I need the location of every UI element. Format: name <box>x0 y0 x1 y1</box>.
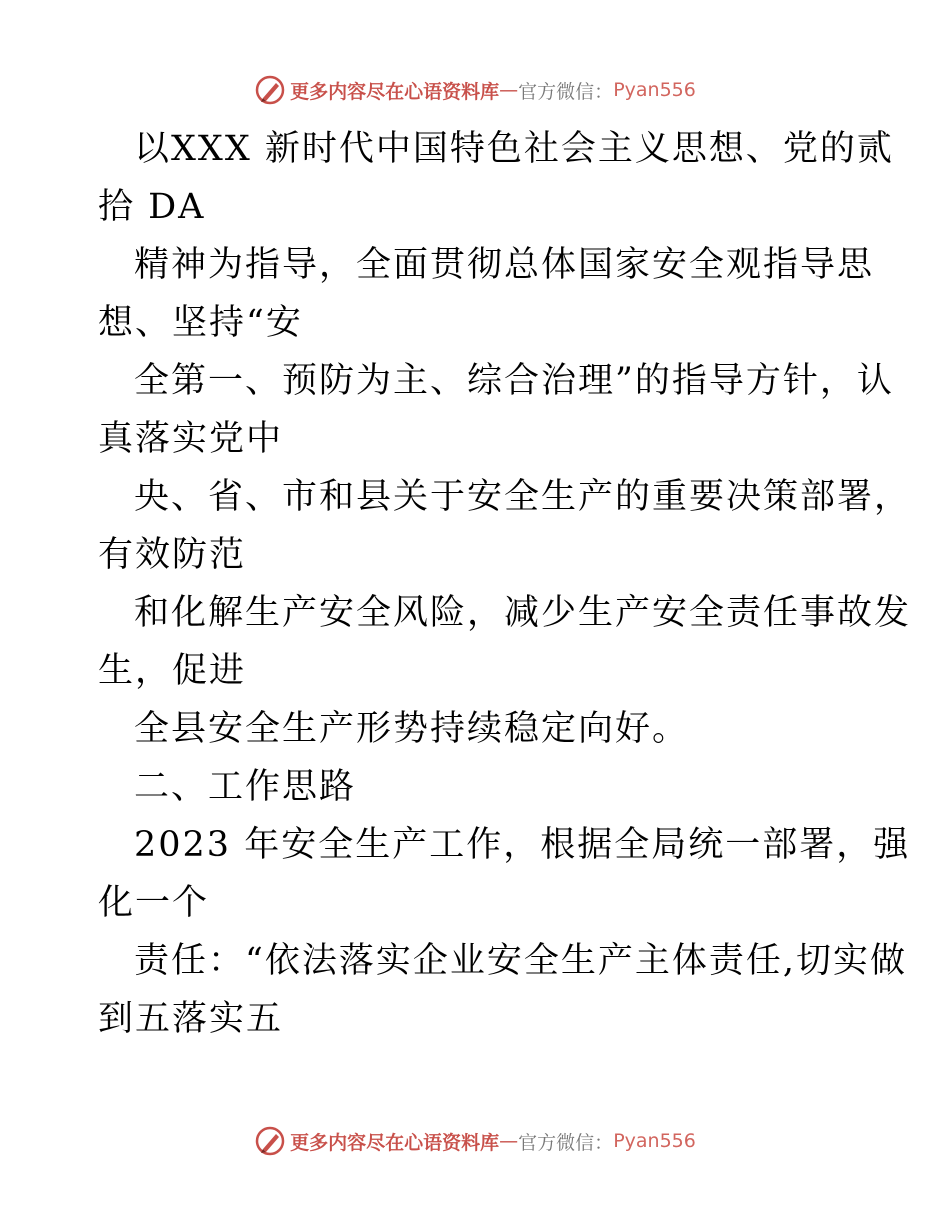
watermark-dash: — <box>499 79 519 101</box>
text-line: 生，促进 <box>98 651 247 691</box>
text-line: 想、坚持“安 <box>98 303 303 343</box>
watermark-title: 更多内容尽在心语资料库 <box>290 1131 500 1154</box>
pen-logo-icon <box>254 1125 286 1157</box>
text-line: 拾 DA <box>98 187 206 227</box>
pen-logo-icon <box>254 74 286 106</box>
text-line: 央、省、市和县关于安全生产的重要决策部署， <box>134 477 912 517</box>
text-line: 和化解生产安全风险，减少生产安全责任事故发 <box>134 593 912 633</box>
text-line: 化一个 <box>98 883 210 923</box>
text-line: 以XXX 新时代中国特色社会主义思想、党的贰 <box>134 129 894 169</box>
watermark-title: 更多内容尽在心语资料库 <box>290 80 500 103</box>
watermark-account: Pyan556 <box>613 1130 696 1152</box>
text-line: 2023 年安全生产工作，根据全局统一部署，强 <box>134 825 911 865</box>
text-line: 全县安全生产形势持续稳定向好。 <box>134 709 690 749</box>
footer-watermark <box>0 1121 950 1161</box>
text-line: 精神为指导，全面贯彻总体国家安全观指导思 <box>134 245 875 285</box>
watermark-official: 官方微信： <box>518 1131 614 1154</box>
text-line: 全第一、预防为主、综合治理”的指导方针，认 <box>134 361 894 401</box>
text-line: 有效防范 <box>98 535 247 575</box>
watermark-official: 官方微信： <box>518 80 614 103</box>
text-line: 真落实党中 <box>98 419 284 459</box>
header-watermark <box>0 70 950 110</box>
document-body <box>98 120 912 1048</box>
text-line: 到五落实五 <box>98 999 284 1039</box>
watermark-dash: — <box>499 1130 519 1152</box>
watermark-account: Pyan556 <box>613 79 696 101</box>
text-line: 责任：“依法落实企业安全生产主体责任,切实做 <box>134 941 908 981</box>
section-heading: 二、工作思路 <box>134 767 357 807</box>
